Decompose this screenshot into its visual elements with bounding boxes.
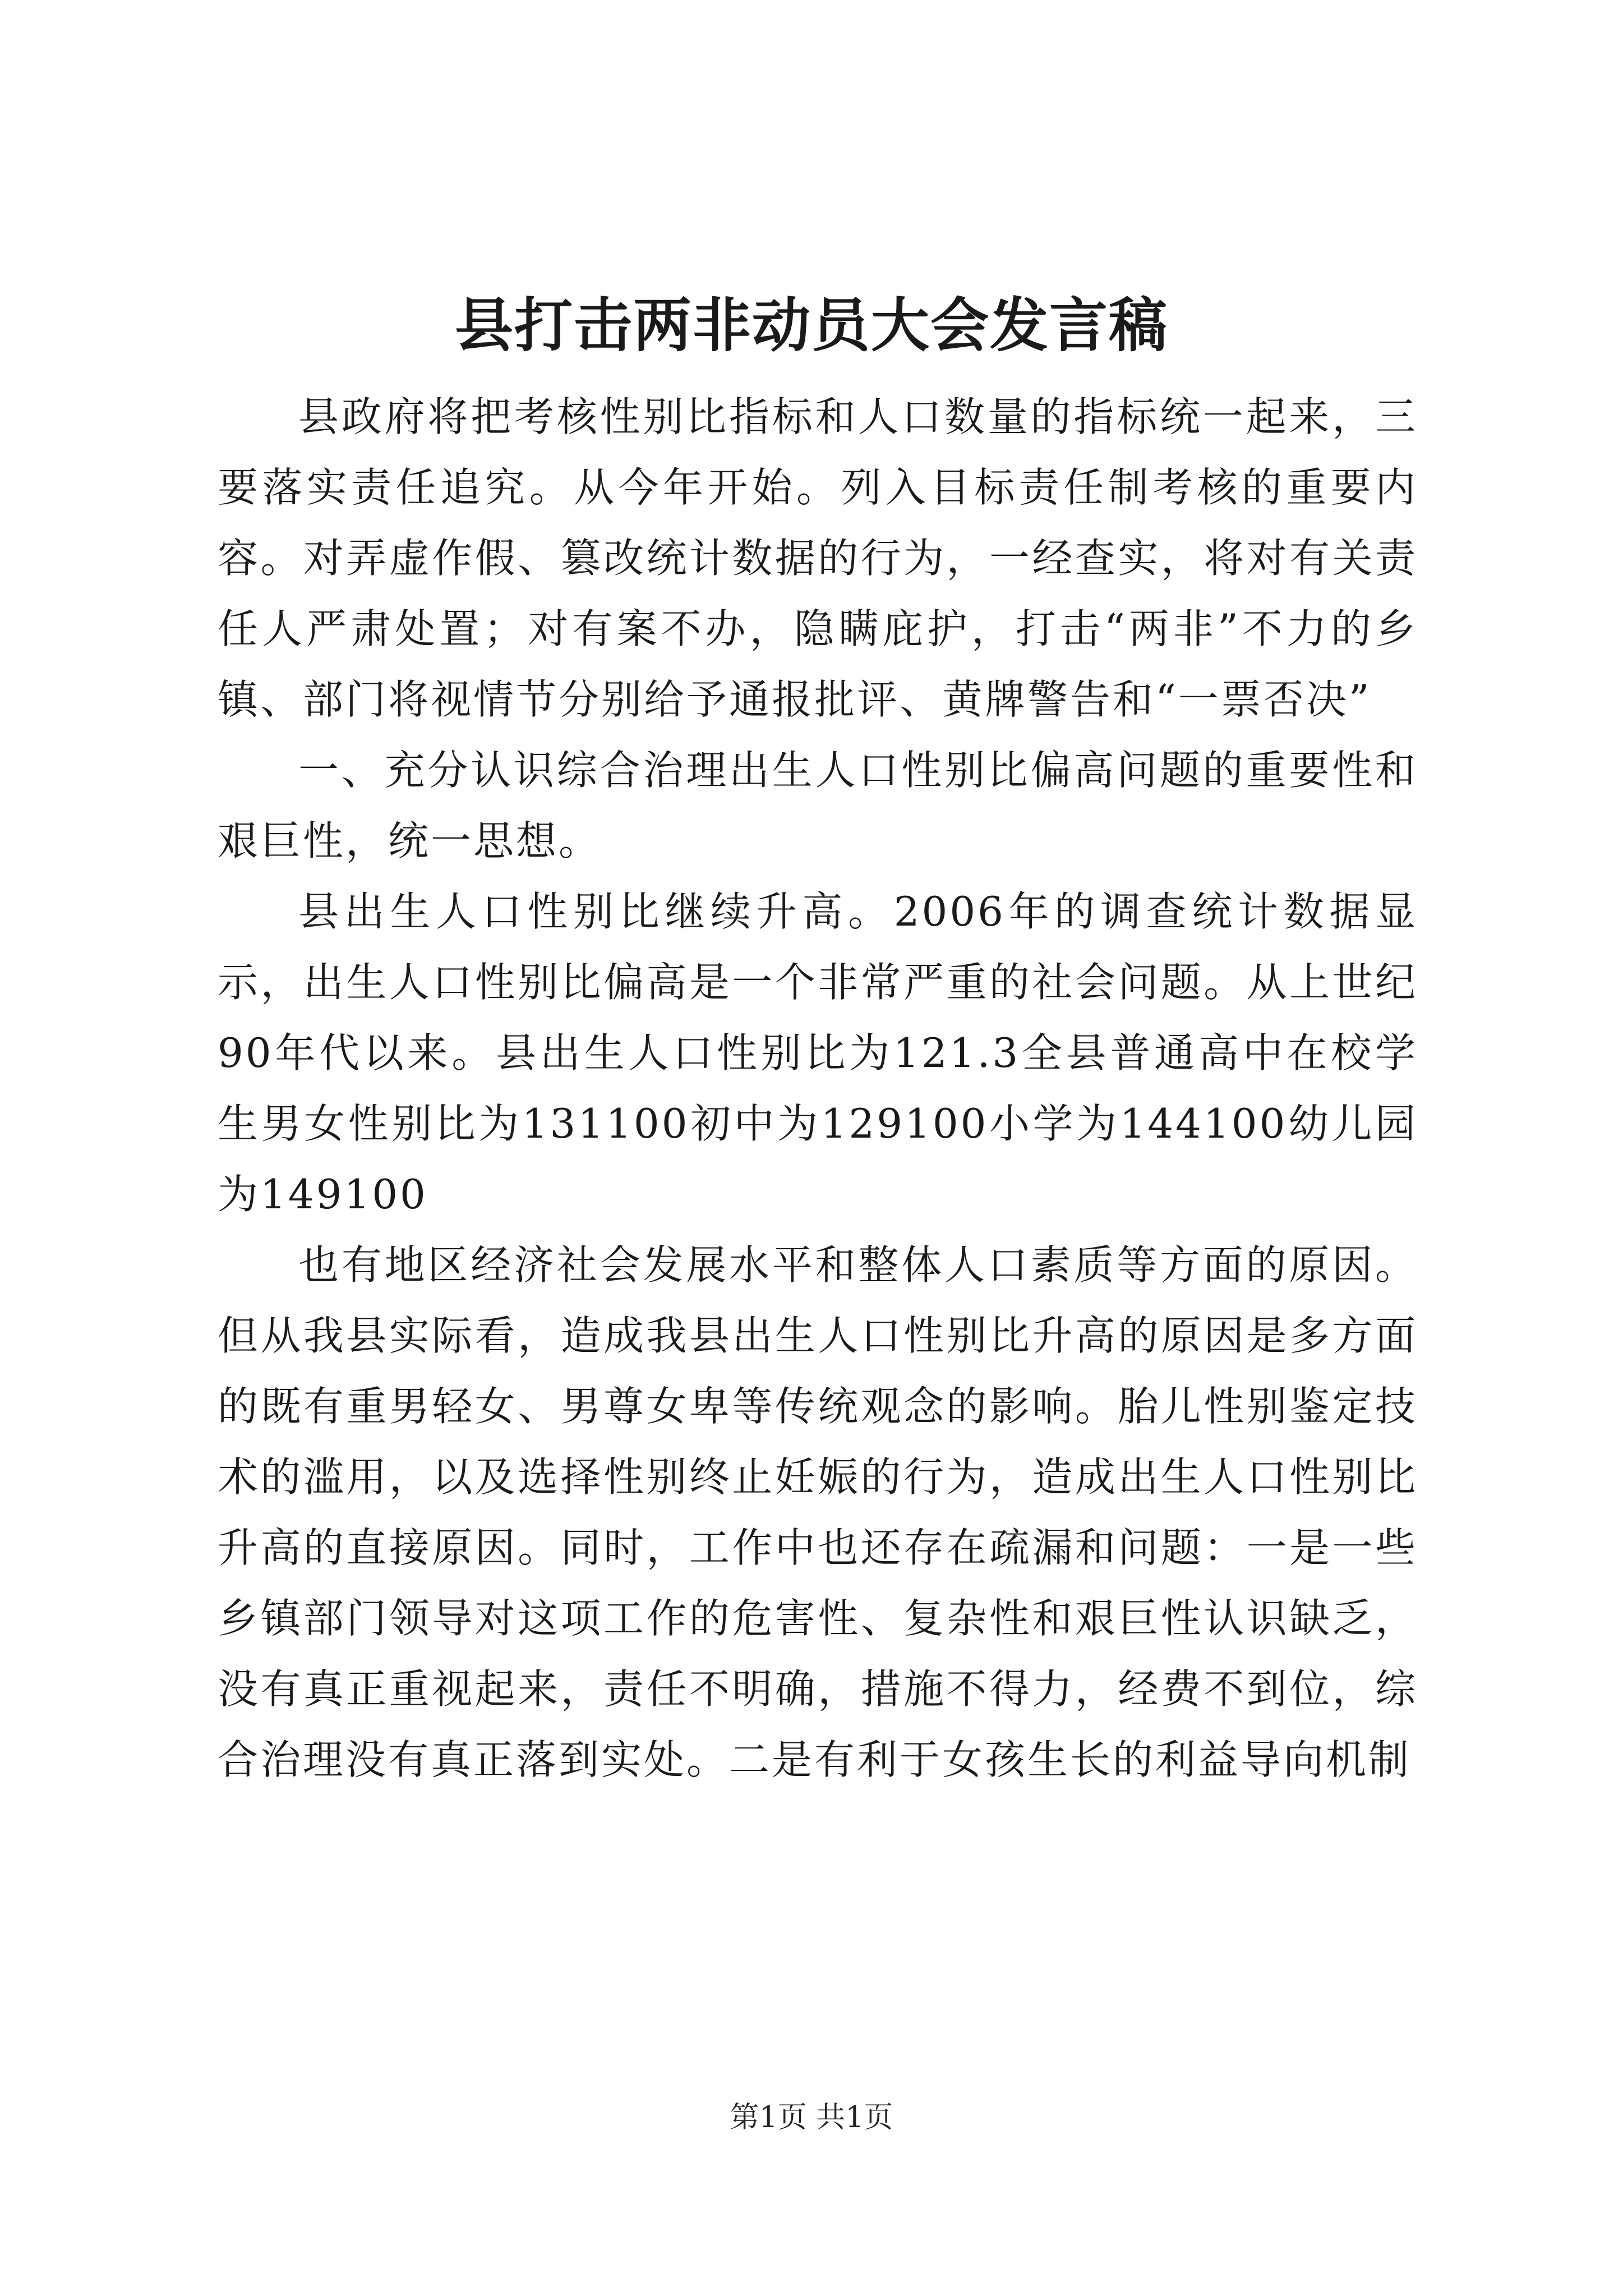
- document-title: 县打击两非动员大会发言稿: [454, 291, 1168, 360]
- paragraph-4: 也有地区经济社会发展水平和整体人口素质等方面的原因。但从我县实际看，造成我县出生人口性别比升高的原因是多方面的既有重男轻女、男尊女卑等传统观念的影响。胎儿性别鉴定技术的滥用，以及选择性别终止妊娠的行为，造成出生人口性别比升高的直接原因。同时，工作中也还存在疏漏和问题：一是一些乡镇部门领导对这项工作的危害性、复杂性和艰巨性认识缺乏，没有真正重视起来，责任不明确，措施不得力，经费不到位，综合治理没有真正落到实处。二是有利于女孩生长的利益导向机制: [218, 1241, 1418, 1783]
- page-footer: 第1页 共1页: [730, 2101, 893, 2134]
- document-body: [218, 381, 1418, 1795]
- paragraph-2: 一、充分认识综合治理出生人口性别比偏高问题的重要性和艰巨性，统一思想。: [218, 747, 1418, 864]
- paragraph-1: 县政府将把考核性别比指标和人口数量的指标统一起来，三要落实责任追究。从今年开始。列入目标责任制考核的重要内容。对弄虚作假、篡改统计数据的行为，一经查实，将对有关责任人严肃处置；对有案不办，隐瞒庇护，打击“两非”不力的乡镇、部门将视情节分别给予通报批评、黄牌警告和“一票否决”: [218, 393, 1418, 723]
- paragraph-3: 县出生人口性别比继续升高。2006年的调查统计数据显示，出生人口性别比偏高是一个非常严重的社会问题。从上世纪90年代以来。县出生人口性别比为121.3全县普通高中在校学生男女性别比为131100初中为129100小学为144100幼儿园为149100: [218, 888, 1418, 1218]
